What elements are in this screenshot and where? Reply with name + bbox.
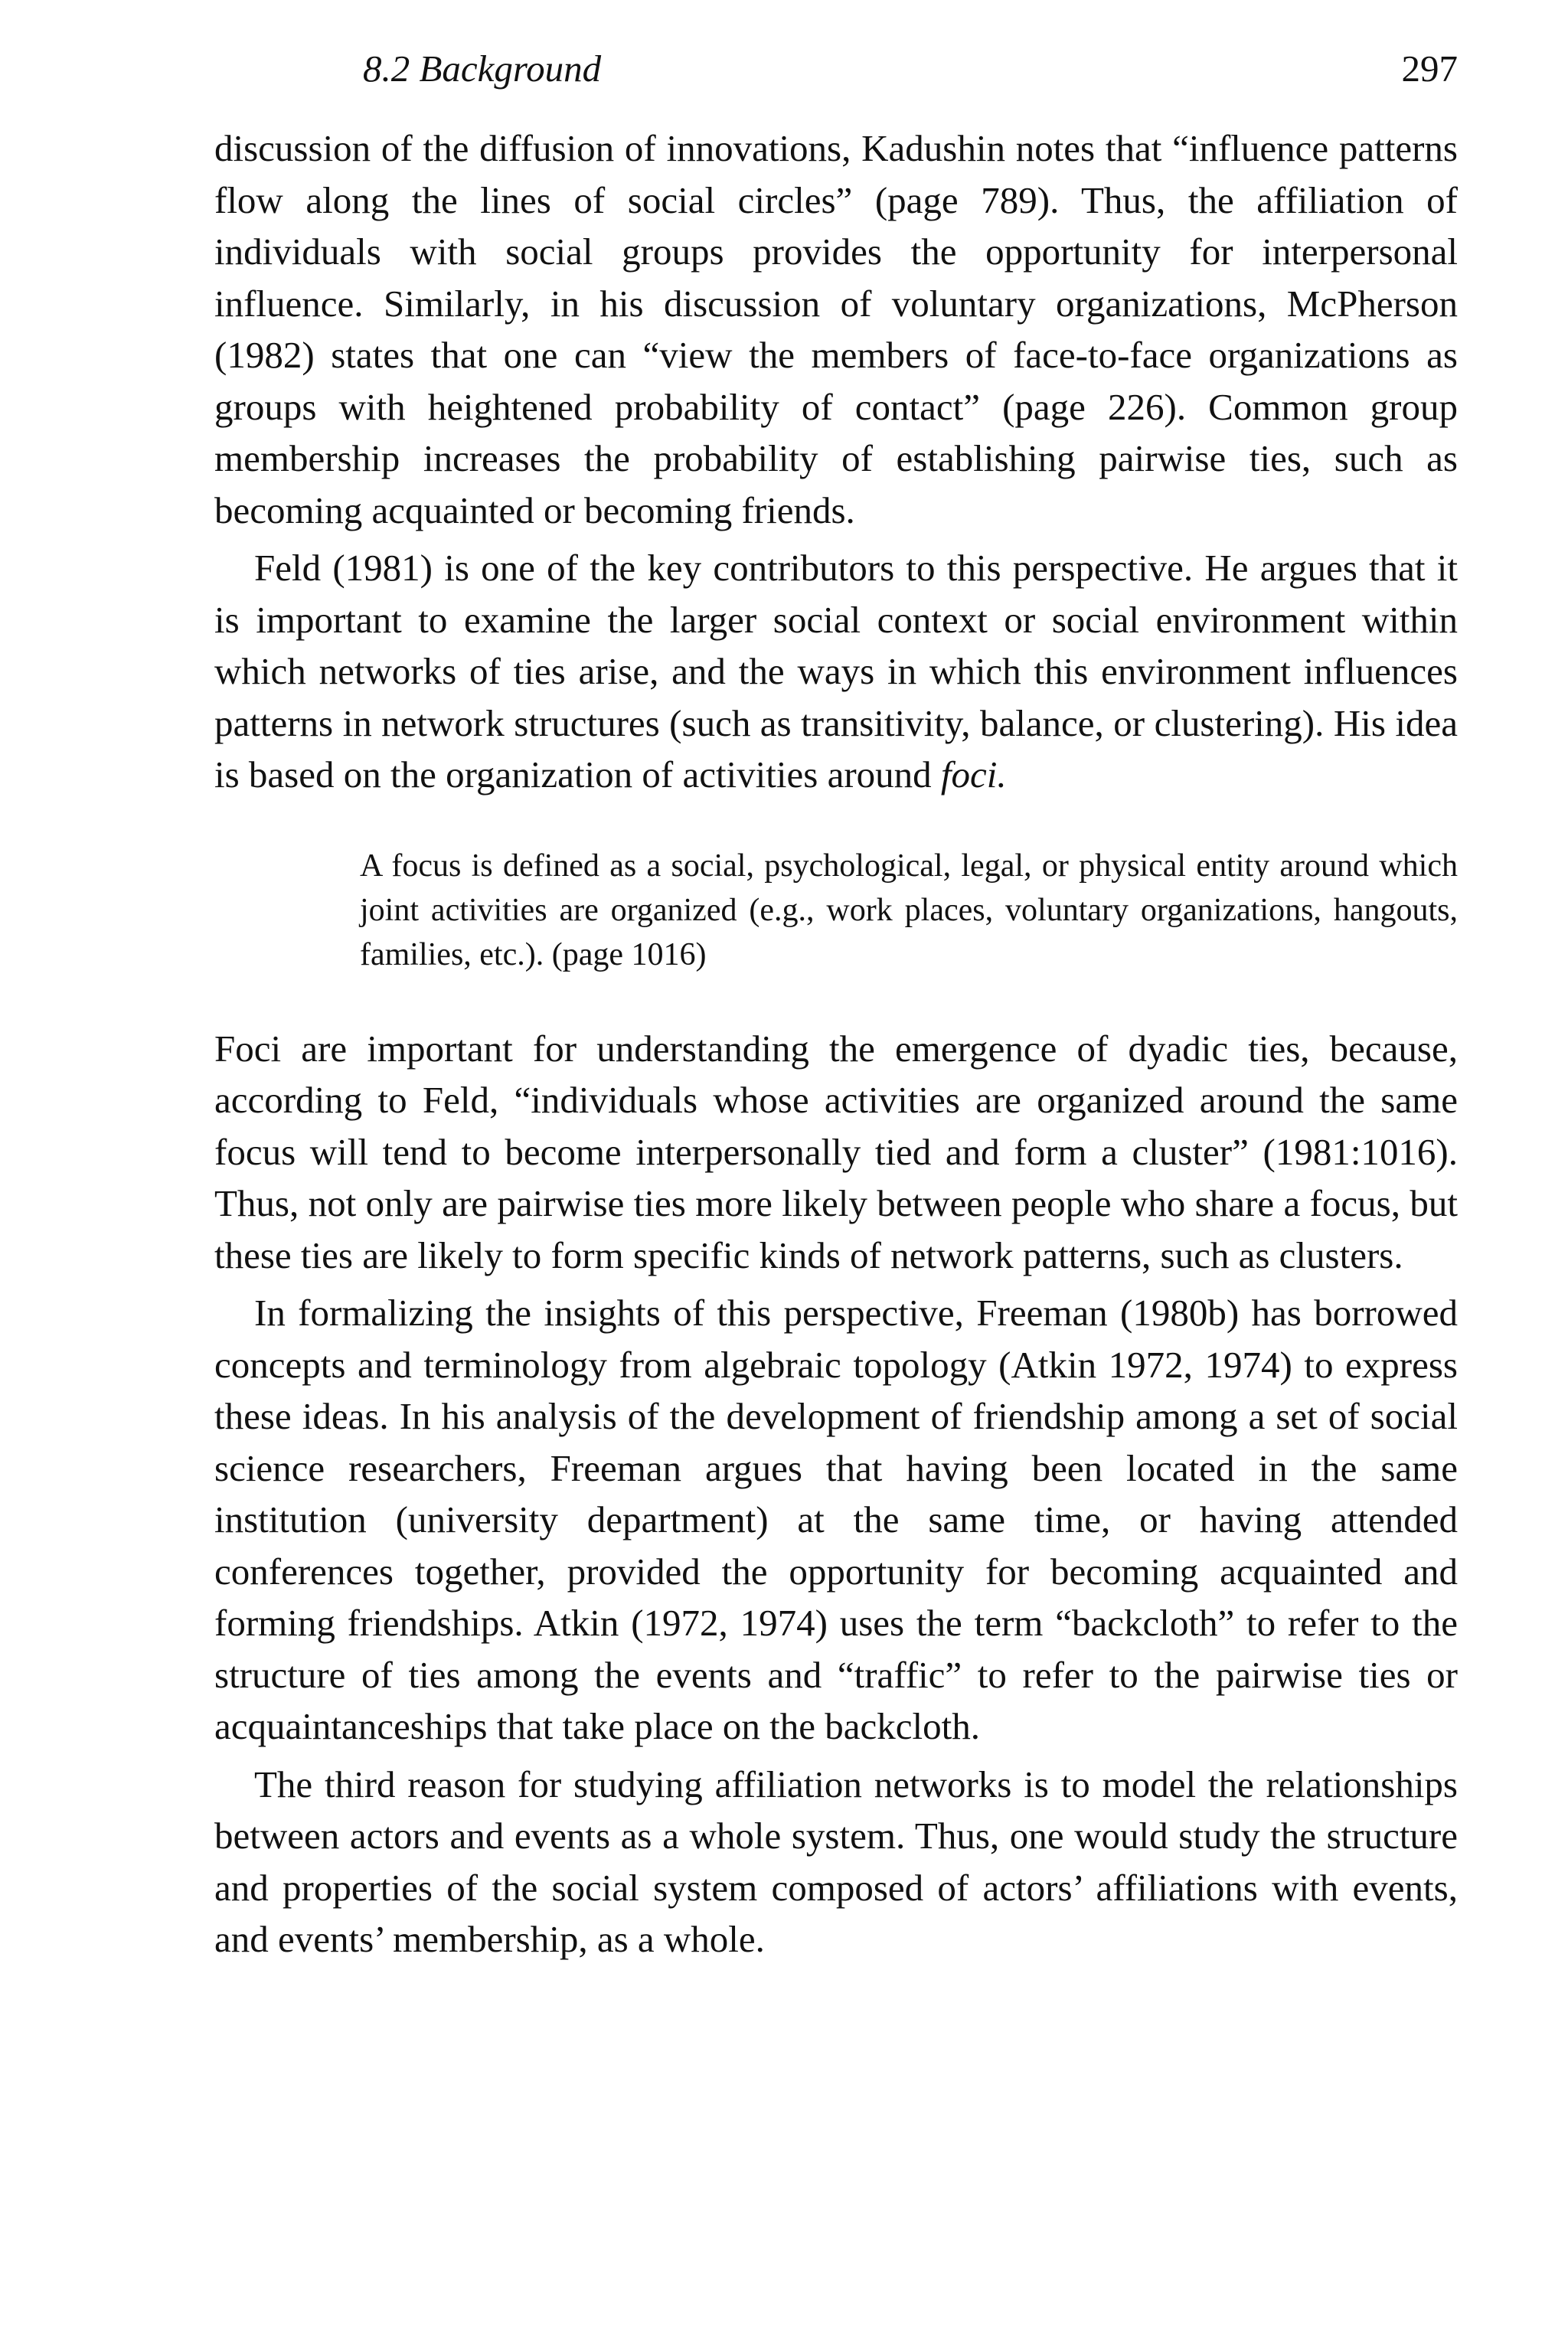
- foci-emphasis: foci.: [940, 753, 1007, 796]
- section-title: 8.2 Background: [363, 47, 602, 90]
- running-head: [363, 46, 1458, 92]
- book-page: [214, 46, 1458, 1965]
- paragraph-feld: [214, 542, 1458, 801]
- paragraph-third-reason: The third reason for studying affiliation networks is to model the relationships between actors and events as a whole system. Thus, one would study the structure and properties of the social system composed of actors’ affiliations with events, and events’ membership, as a whole.: [214, 1763, 1458, 1960]
- paragraph-foci: Foci are important for understanding the emergence of dyadic ties, because, according to Feld, “individuals whose activities are organized around the same focus will tend to become interpersonally tied and form a cluster” (1981:1016). Thus, not only are pairwise ties more likely between people who share a focus, but these ties are likely to form specific kinds of network patterns, such as clusters.: [214, 1027, 1458, 1276]
- paragraph-feld-text: Feld (1981) is one of the key contributors to this perspective. He argues that it is important to examine the larger social context or social environment within which networks of ties arise, and the ways in which this environment influences patterns in network structures (such as transitivity, balance, or clustering). His idea is based on the organization of activities around: [214, 547, 1458, 796]
- paragraph-freeman: In formalizing the insights of this perspective, Freeman (1980b) has borrowed concepts and terminology from algebraic topology (Atkin 1972, 1974) to express these ideas. In his analysis of the development of friendship among a set of social science researchers, Freeman argues that having been located in the same institution (university department) at the same time, or having attended conferences together, provided the opportunity for becoming acquainted and forming friendships. Atkin (1972, 1974) uses the term “backcloth” to refer to the structure of ties among the events and “traffic” to refer to the pairwise ties or acquaintanceships that take place on the backcloth.: [214, 1292, 1458, 1747]
- block-quote: A focus is defined as a social, psychological, legal, or physical entity around which joint activities are organized (e.g., work places, voluntary organizations, hangouts, families, etc.). (page 1016): [360, 848, 1458, 972]
- paragraph-diffusion: discussion of the diffusion of innovations, Kadushin notes that “influence patterns flow along the lines of social circles” (page 789). Thus, the affiliation of individuals with social groups provides the opportunity for interpersonal influence. Similarly, in his discussion of voluntary organizations, McPherson (1982) states that one can “view the members of face-to-face organizations as groups with heightened probability of contact” (page 226). Common group membership increases the probability of establishing pairwise ties, such as becoming acquainted or becoming friends.: [214, 127, 1458, 531]
- page-number: 297: [1401, 47, 1458, 90]
